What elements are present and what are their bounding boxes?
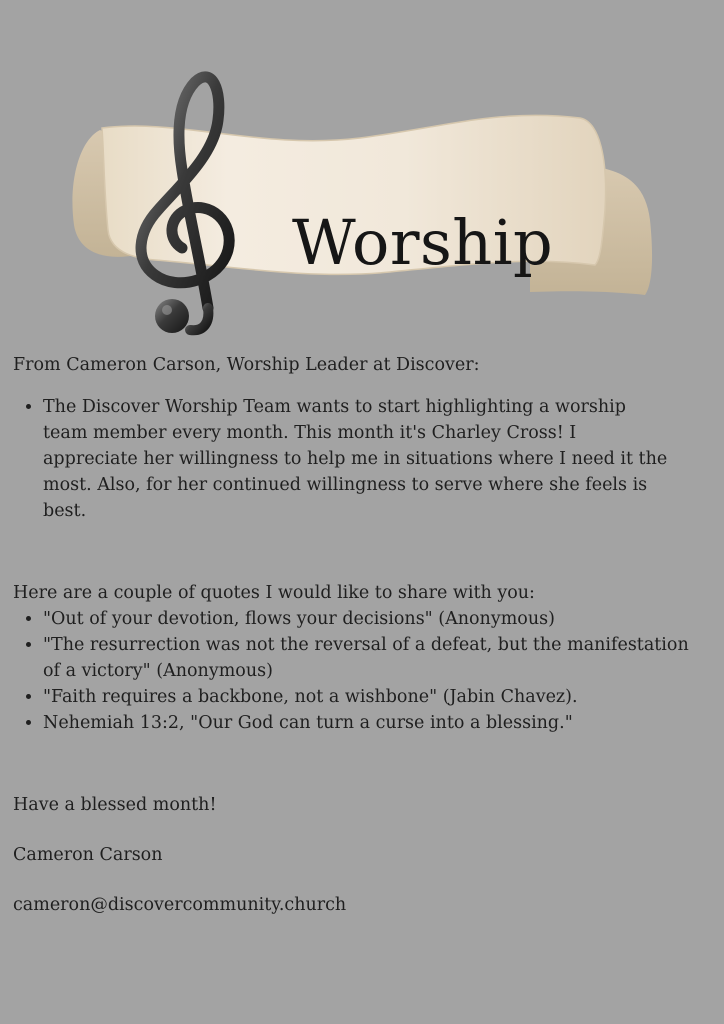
highlight-list	[13, 394, 703, 524]
quote-item: • "The resurrection was not the reversal of a defeat, but the manifestation of a victory" (Anonymous)	[43, 632, 703, 684]
quote-item: • Nehemiah 13:2, "Our God can turn a curse into a blessing."	[43, 710, 703, 736]
ribbon-graphic	[60, 60, 660, 340]
closing-line: Have a blessed month!	[13, 795, 217, 815]
quotes-list	[13, 606, 703, 736]
intro-line: From Cameron Carson, Worship Leader at Discover:	[13, 355, 480, 375]
signature: Cameron Carson	[13, 845, 163, 865]
quote-item: • "Faith requires a backbone, not a wishbone" (Jabin Chavez).	[43, 684, 703, 710]
worship-banner	[60, 60, 660, 340]
highlight-item: • The Discover Worship Team wants to start highlighting a worship team member every month. This month it's Charley Cross! I appreciate her willingness to help me in situations where I need it the most. Also, for her continued willingness to serve where she feels is best.	[43, 394, 703, 524]
email-address[interactable]: cameron@discovercommunity.church	[13, 895, 347, 915]
quotes-heading: Here are a couple of quotes I would like to share with you:	[13, 583, 535, 603]
newsletter-content	[13, 352, 703, 918]
quote-item: • "Out of your devotion, flows your decisions" (Anonymous)	[43, 606, 703, 632]
banner-title: Worship	[292, 206, 554, 279]
